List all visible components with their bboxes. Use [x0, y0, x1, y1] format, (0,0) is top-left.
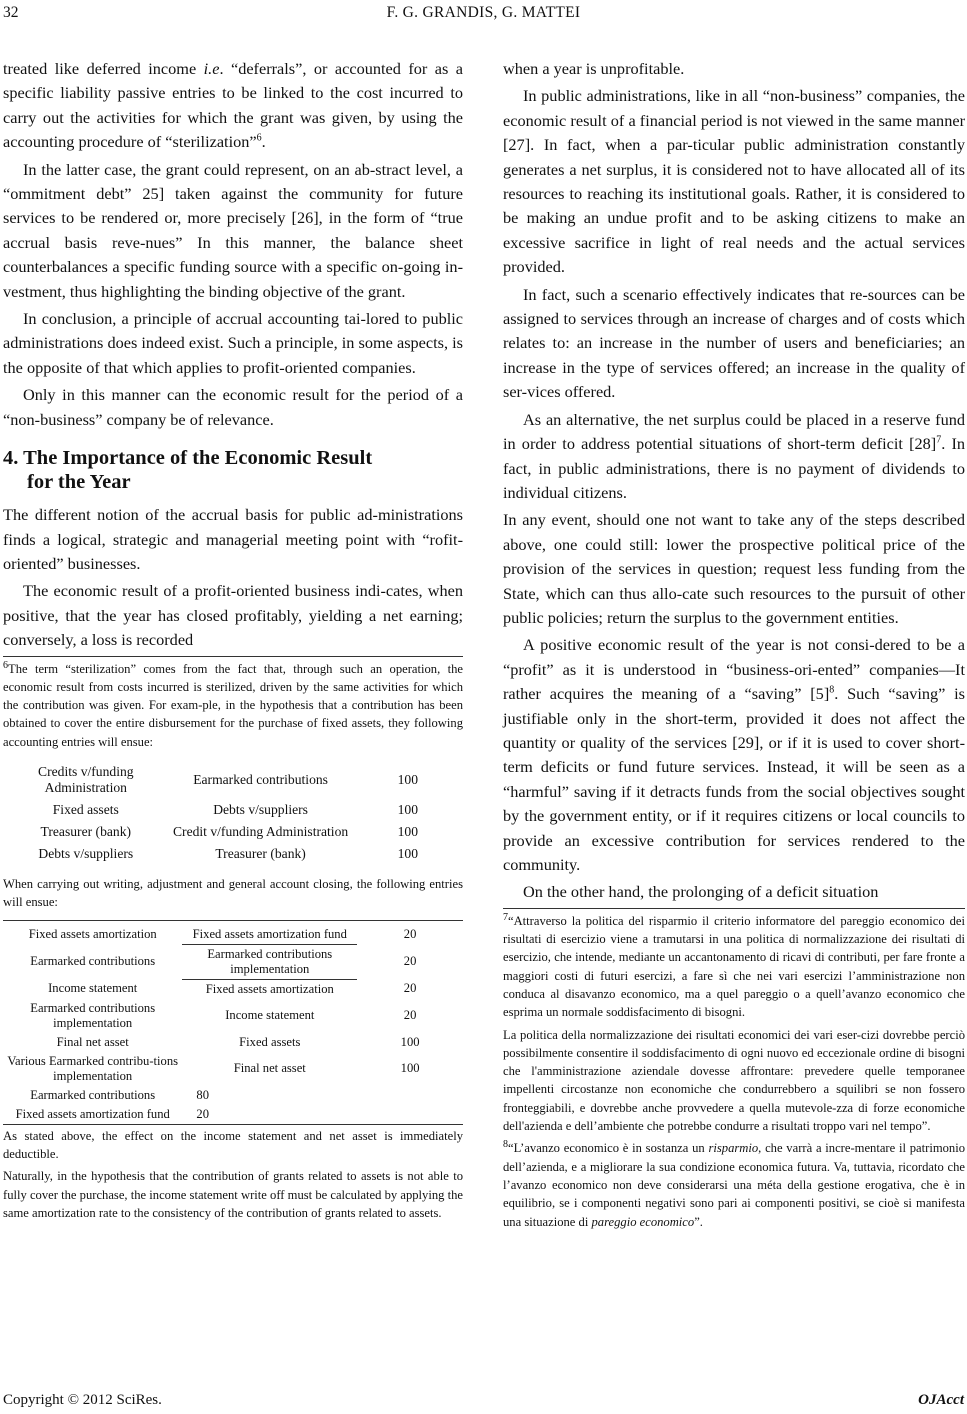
footnote-7-continued: La politica della normalizzazione dei risultati economici dei vari eser-cizi dovrebbe perciò possibilmente consentire il soddisfacimento di ogni nuovo ed eccezionale ordine di bisogni che l'amministrazione aziendale dovesse affrontare: prevedere quelle temporanee impellenti circostanze non economiche che condurrebbero a squilibri se non fossero fronteggiabili, e dovrebbe anche provvedere a quella mutevole-zza di forze economiche dell'azienda e dell’ambiente che potrebbe condurre a risultati troppo vari nel tempo”. — [503, 1027, 965, 1134]
paragraph: The economic result of a profit-oriented business indi-cates, when positive, that the year has closed profitably, yielding a net earning; conversely, a loss is recorded — [3, 581, 463, 650]
paragraph: Only in this manner can the economic result for the period of a “non-business” company be of relevance. — [3, 385, 463, 429]
table-row: Fixed assets amortization fund 20 — [15, 1106, 209, 1121]
accounting-entries-table — [3, 761, 463, 865]
footnote-text: Naturally, in the hypothesis that the contribution of grants related to assets is not able to fully cover the purchase, the income statement write off must be calculated by applying the same amortization rate to the consistency of the contribution of grants related to assets. — [3, 1169, 463, 1220]
paragraph: when a year is unprofitable. — [503, 59, 685, 78]
paragraph: In fact, such a scenario effectively indicates that re-sources can be assigned to services through an increase of charges and of costs which relates to: an increase in the number of users and beneficiaries; an increase in the type of services offered; an increase in the quality of ser-vices offered. — [503, 284, 965, 402]
footnote-text: As stated above, the effect on the income statement and net asset is immediately deductible. — [3, 1128, 463, 1161]
table-row: Income statement Fixed assets amortization 20 — [48, 981, 417, 996]
table-row: Treasurer (bank) Credit v/funding Administration 100 — [40, 824, 418, 840]
running-head-authors: F. G. GRANDIS, G. MATTEI — [386, 4, 581, 21]
footnote-8: $^8$“L’avanzo economico è in sostanza un risparmio, che varrà a incre-mentare il patrimonio dell’azienda, e a migliorare la sua condizione economica futura. Va, tuttavia, ricordato che l’avanzo economico non deve considerarsi una méta della gestione erogativa, che è in equilibrio, se i componenti negativi sono pari ai componenti positivi, se cioè si manifesta una situazione di pareggio economico”. — [503, 1139, 965, 1229]
footnote-7: $^7$“Attraverso la politica del risparmio il criterio informatore del pareggio economico dei risultati di esercizio viene a tramutarsi in una politica di normalizzazione dei risultati di esercizio, che intende, mediante un accantonamento di ricavi di contributi, per fare fronte a maggiori costi di futuri esercizi, a fare sì che nei vari esercizi l’amministrazione non conduca al disavanzo economico, ma a quel pareggio o a quell’avanzo economico che esprima un normale soddisfacimento di bisogni. — [503, 911, 965, 1020]
footnote-text: $^6$The term “sterilization” comes from the fact that, through such an operation, the economic result from costs incurred is sterilized, driven by the same activities for which the contribution was given. For exam-ple, in the hypothesis that a contribution has been obtained to cover the entire disbursement for the purchase of fixed assets, they following accounting entries will ensue: — [3, 659, 463, 749]
paragraph: A positive economic result of the year is not consi-dered to be a “profit” as it is understood in “business-ori-ented” companies—It rather acquires the meaning of a “saving” $[5]^8$. Such “saving” is justifiable only in the short-term, provided it does not affect the quantity or quality of the services [29], or if it is used to cover short-term deficits or fund future services. Instead, it will be seen as a “harmful” saving if it detracts funds from the social objectives sought by the government entity, or if it requires citizens or local councils to provide an excessive contribution for services rendered to the community. — [503, 635, 965, 874]
journal-name: OJAcct — [918, 1392, 964, 1408]
copyright-notice: Copyright © 2012 SciRes. — [3, 1392, 162, 1408]
paragraph: In the latter case, the grant could represent, on an ab-stract level, a “ommitment debt” 25] taken against the community for future services to be rendered or, more precisely [26], in the form of “true accrual basis reve-nues” In this manner, the balance sheet counterbalances a specific funding source with a specific on-going in-vestment, thus highlighting the binding objective of the grant. — [3, 159, 463, 301]
page-number: 32 — [3, 4, 19, 21]
table-row: Earmarked contributions Earmarked contributions implementation 20 — [3, 944, 463, 979]
closing-entries-table — [3, 920, 463, 1125]
paragraph: treated like deferred income i.e. “deferrals”, or accounted for as a specific liability passive entries to be linked to the cost incurred to carry out the activities for which the grant was given, by using the accounting procedure of “sterilization”$^6$. — [3, 59, 463, 152]
table-row: Credits v/funding Administration Earmarked contributions 100 — [38, 764, 418, 796]
paragraph: As an alternative, the net surplus could be placed in a reserve fund in order to address potential situations of short-term deficit $[28]^7$. In fact, in public administrations, there is no payment of dividends to individual citizens. — [503, 409, 966, 502]
table-row: Earmarked contributions implementation Income statement 20 — [30, 1000, 417, 1030]
table-row: Debts v/suppliers Treasurer (bank) 100 — [38, 846, 418, 862]
footnotes-7-8 — [503, 908, 965, 1231]
table-row: Fixed assets Debts v/suppliers 100 — [52, 802, 418, 818]
paragraph: In any event, should one not want to take any of the steps described above, one could still: lower the prospective political price of the provision of the services in question; request less funding from the State, which can thus allo-cate such resources to the pursuit of other public policies; return the surplus to the government entities. — [503, 510, 965, 627]
table-row: Final net asset Fixed assets 100 — [56, 1034, 420, 1049]
table-row: Fixed assets amortization Fixed assets amortization fund 20 — [3, 920, 463, 944]
footnote-6 — [3, 656, 463, 1223]
right-column — [503, 57, 965, 1231]
paragraph: On the other hand, the prolonging of a deficit situation — [523, 882, 879, 902]
paragraph: In public administrations, like in all “non-business” companies, the economic result of a financial period is not viewed in the same manner [27]. In fact, when a par-ticular public administration constantly generates a net surplus, it is considered not to have allocated all of its resources to reaching its institutional goals. Rather, it is considered to be making an undue profit and to be asking citizens to make an excessive sacrifice in light of real needs and the actual services provided. — [503, 86, 965, 277]
section-heading: 4. The Importance of the Economic Result for the Year — [3, 447, 373, 494]
table-row: Various Earmarked contribu-tions implementation Final net asset 100 — [7, 1053, 420, 1083]
page-header — [0, 2, 967, 26]
left-column — [3, 57, 463, 1222]
table-row: Earmarked contributions 80 — [30, 1087, 209, 1102]
paragraph: The different notion of the accrual basis for public ad-ministrations finds a logical, strategic and managerial meeting point with “rofit-oriented” businesses. — [3, 505, 463, 573]
paragraph: In conclusion, a principle of accrual accounting tai-lored to public administrations does indeed exist. Such a principle, in some aspects, is the opposite of that which applies to profit-oriented companies. — [3, 309, 463, 377]
footnote-ref: 7 — [936, 434, 942, 446]
footnote-ref: 6 — [256, 132, 262, 144]
footnote-text: When carrying out writing, adjustment and general account closing, the following entries will ensue: — [3, 877, 463, 910]
footnote-ref: 8 — [829, 684, 835, 696]
